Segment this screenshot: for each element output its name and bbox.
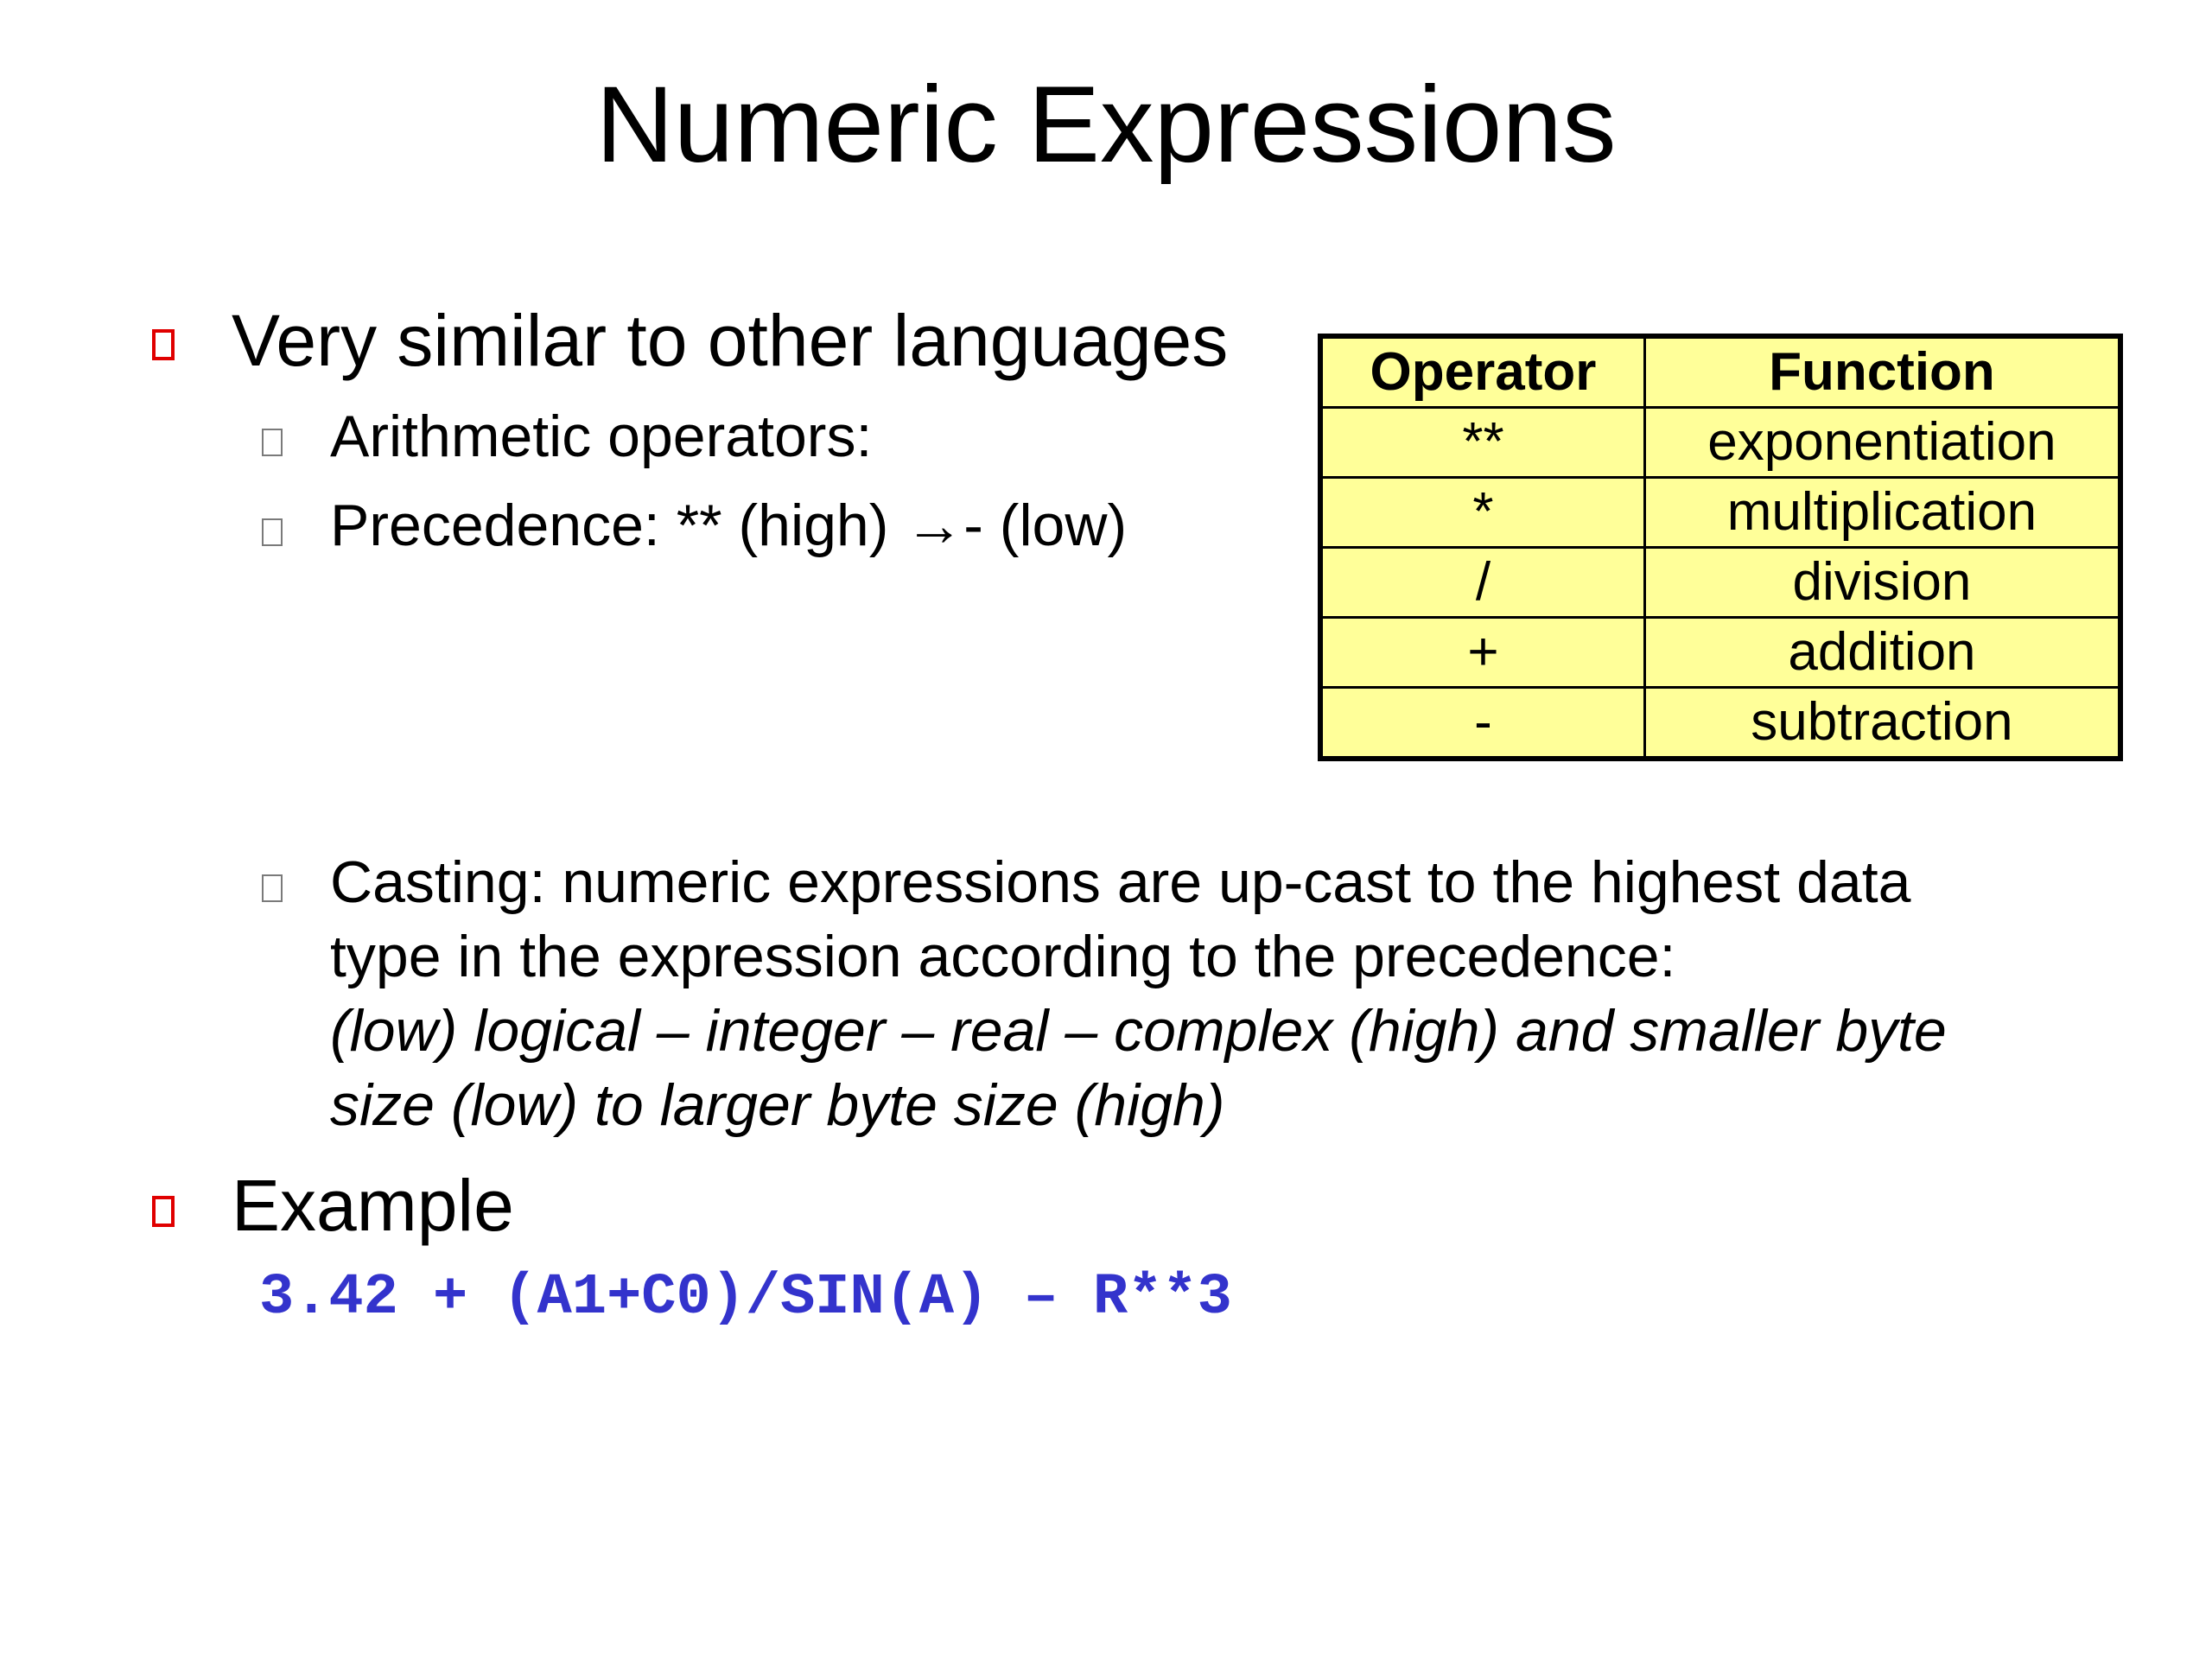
bullet-example: Example	[232, 1165, 514, 1246]
sub-bullet-arithmetic: Arithmetic operators:	[330, 404, 873, 469]
table-cell-function: exponentiation	[1644, 408, 2120, 478]
square-bullet-icon	[262, 518, 283, 546]
square-bullet-icon	[152, 329, 175, 360]
table-row	[1320, 688, 2120, 760]
sub-bullet-precedence: Precedence: ** (high) →- (low)	[330, 493, 1128, 558]
operator-table	[1318, 334, 2123, 761]
table-row	[1320, 478, 2120, 548]
table-row	[1320, 618, 2120, 688]
table-cell-function: multiplication	[1644, 478, 2120, 548]
example-code: 3.42 + (A1+C0)/SIN(A) – R**3	[259, 1265, 1232, 1331]
table-cell-operator: -	[1320, 688, 1644, 760]
square-bullet-icon	[262, 874, 283, 902]
casting-line-2: type in the expression according to the precedence:	[330, 924, 1676, 989]
casting-line-3: (low) logical – integer – real – complex (high) and smaller byte	[330, 998, 1947, 1064]
square-bullet-icon	[262, 429, 283, 456]
table-cell-function: subtraction	[1644, 688, 2120, 760]
casting-line-1: Casting: numeric expressions are up-cast to the highest data	[330, 849, 1911, 915]
table-header-operator: Operator	[1320, 336, 1644, 408]
table-header-function: Function	[1644, 336, 2120, 408]
table-row	[1320, 408, 2120, 478]
table-cell-function: division	[1644, 548, 2120, 618]
casting-line-4: size (low) to larger byte size (high)	[330, 1072, 1225, 1138]
slide-title: Numeric Expressions	[595, 65, 1617, 185]
square-bullet-icon	[152, 1196, 175, 1227]
table-cell-operator: /	[1320, 548, 1644, 618]
table-cell-operator: +	[1320, 618, 1644, 688]
table-cell-operator: **	[1320, 408, 1644, 478]
table-header-row	[1320, 336, 2120, 408]
table-cell-function: addition	[1644, 618, 2120, 688]
bullet-very-similar: Very similar to other languages	[232, 300, 1229, 381]
table-row	[1320, 548, 2120, 618]
sub-bullet-casting	[330, 845, 2058, 1142]
table-cell-operator: *	[1320, 478, 1644, 548]
